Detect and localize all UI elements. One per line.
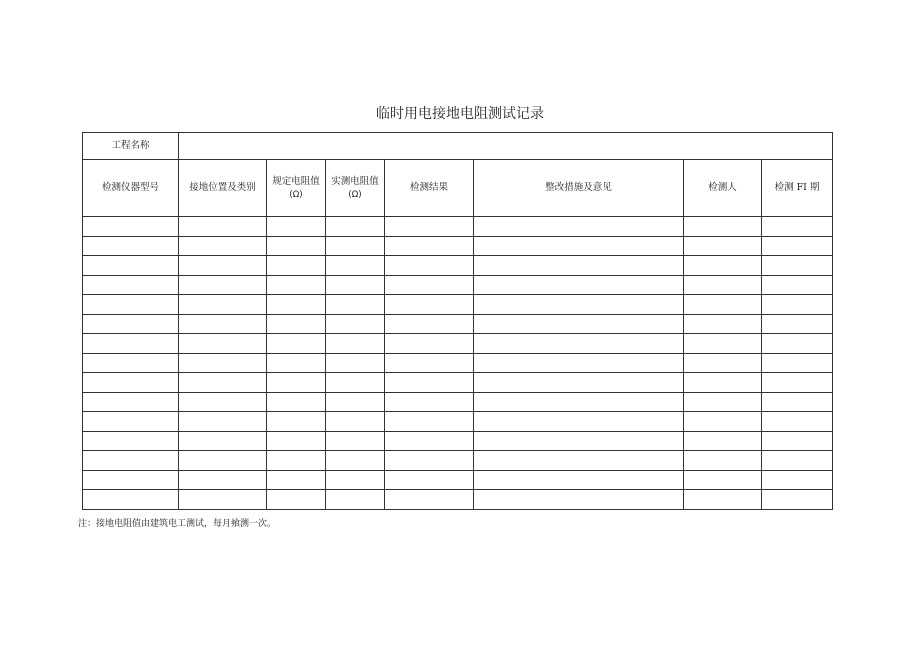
table-cell[interactable]: [474, 275, 684, 295]
table-cell[interactable]: [762, 275, 833, 295]
table-cell[interactable]: [385, 217, 474, 237]
form-title: 临时用电接地电阻测试记录: [376, 106, 544, 122]
table-cell[interactable]: [267, 314, 326, 334]
table-cell[interactable]: [684, 295, 762, 315]
table-cell[interactable]: [326, 334, 385, 354]
table-cell[interactable]: [762, 490, 833, 510]
table-cell[interactable]: [179, 451, 267, 471]
table-cell[interactable]: [385, 490, 474, 510]
table-cell[interactable]: [83, 392, 179, 412]
table-row: [83, 314, 833, 334]
table-cell[interactable]: [474, 295, 684, 315]
table-cell[interactable]: [267, 490, 326, 510]
header-instrument: 检测仪器型号: [83, 160, 179, 217]
table-cell[interactable]: [385, 353, 474, 373]
table-cell[interactable]: [83, 334, 179, 354]
table-cell[interactable]: [179, 314, 267, 334]
table-cell[interactable]: [385, 275, 474, 295]
table-cell[interactable]: [684, 490, 762, 510]
header-location: 接地位置及类别: [179, 160, 267, 217]
table-row: [83, 392, 833, 412]
table-cell[interactable]: [385, 373, 474, 393]
table-row: [83, 353, 833, 373]
header-specified-resistance: [267, 160, 326, 217]
table-cell[interactable]: [326, 490, 385, 510]
table-cell[interactable]: [83, 373, 179, 393]
header-result: 检测结果: [385, 160, 474, 217]
header-measured-label: 实测电阻值: [331, 175, 379, 187]
table-cell[interactable]: [762, 217, 833, 237]
table-cell[interactable]: [326, 314, 385, 334]
table-cell[interactable]: [326, 236, 385, 256]
table-cell[interactable]: [684, 451, 762, 471]
table-cell[interactable]: [385, 236, 474, 256]
table-cell[interactable]: [326, 373, 385, 393]
table-cell[interactable]: [684, 236, 762, 256]
table-cell[interactable]: [474, 412, 684, 432]
table-cell[interactable]: [83, 295, 179, 315]
table-cell[interactable]: [385, 451, 474, 471]
table-cell[interactable]: [179, 490, 267, 510]
header-date: 检测 FI 期: [762, 160, 833, 217]
table-cell[interactable]: [762, 451, 833, 471]
table-cell[interactable]: [267, 373, 326, 393]
table-cell[interactable]: [267, 295, 326, 315]
table-cell[interactable]: [385, 295, 474, 315]
table-cell[interactable]: [179, 217, 267, 237]
table-cell[interactable]: [762, 256, 833, 276]
table-cell[interactable]: [385, 314, 474, 334]
table-cell[interactable]: [267, 451, 326, 471]
table-cell[interactable]: [684, 256, 762, 276]
table-row: [83, 373, 833, 393]
table-cell[interactable]: [179, 392, 267, 412]
table-cell[interactable]: [83, 256, 179, 276]
table-cell[interactable]: [326, 392, 385, 412]
header-corrective: 整改措施及意见: [474, 160, 684, 217]
table-cell[interactable]: [385, 392, 474, 412]
project-name-row: [83, 133, 833, 160]
table-row: [83, 451, 833, 471]
table-cell[interactable]: [267, 217, 326, 237]
table-cell[interactable]: [179, 295, 267, 315]
table-cell[interactable]: [83, 490, 179, 510]
table-cell[interactable]: [762, 314, 833, 334]
header-measured-unit: (Ω): [348, 189, 362, 200]
table-row: [83, 334, 833, 354]
table-cell[interactable]: [474, 392, 684, 412]
table-cell[interactable]: [474, 236, 684, 256]
table-cell[interactable]: [326, 353, 385, 373]
table-row: [83, 490, 833, 510]
table-row: [83, 236, 833, 256]
table-cell[interactable]: [326, 275, 385, 295]
table-cell[interactable]: [385, 412, 474, 432]
table-cell[interactable]: [385, 470, 474, 490]
table-cell[interactable]: [762, 295, 833, 315]
table-row: [83, 431, 833, 451]
table-cell[interactable]: [684, 275, 762, 295]
table-cell[interactable]: [684, 431, 762, 451]
table-cell[interactable]: [474, 470, 684, 490]
table-cell[interactable]: [267, 353, 326, 373]
table-cell[interactable]: [762, 334, 833, 354]
table-cell[interactable]: [684, 334, 762, 354]
table-cell[interactable]: [684, 470, 762, 490]
table-row: [83, 217, 833, 237]
table-cell[interactable]: [267, 431, 326, 451]
table-cell[interactable]: [762, 236, 833, 256]
table-row: [83, 275, 833, 295]
table-cell[interactable]: [83, 470, 179, 490]
footnote: 注：接地电阻值由建筑电工测试，每月飨测一次。: [78, 519, 277, 529]
project-name-field[interactable]: [179, 133, 833, 160]
table-cell[interactable]: [684, 392, 762, 412]
table-cell[interactable]: [684, 373, 762, 393]
table-cell[interactable]: [762, 412, 833, 432]
table-cell[interactable]: [179, 256, 267, 276]
table-cell[interactable]: [179, 470, 267, 490]
table-cell[interactable]: [83, 275, 179, 295]
table-cell[interactable]: [267, 236, 326, 256]
table-cell[interactable]: [267, 256, 326, 276]
table-cell[interactable]: [179, 236, 267, 256]
table-cell[interactable]: [762, 392, 833, 412]
table-cell[interactable]: [326, 470, 385, 490]
table-cell[interactable]: [474, 334, 684, 354]
table-cell[interactable]: [474, 431, 684, 451]
table-cell[interactable]: [83, 353, 179, 373]
table-cell[interactable]: [267, 412, 326, 432]
table-cell[interactable]: [326, 217, 385, 237]
table-row: [83, 295, 833, 315]
table-cell[interactable]: [326, 412, 385, 432]
table-cell[interactable]: [684, 353, 762, 373]
table-cell[interactable]: [385, 334, 474, 354]
test-record-table: [82, 132, 833, 510]
table-cell[interactable]: [474, 373, 684, 393]
table-cell[interactable]: [83, 314, 179, 334]
table-cell[interactable]: [474, 451, 684, 471]
table-cell[interactable]: [762, 373, 833, 393]
table-cell[interactable]: [179, 431, 267, 451]
table-cell[interactable]: [267, 470, 326, 490]
header-measured-resistance: [326, 160, 385, 217]
table-cell[interactable]: [179, 275, 267, 295]
header-row: [83, 160, 833, 217]
header-specified-unit: (Ω): [289, 189, 303, 200]
header-specified-label: 规定电阻值: [272, 175, 320, 187]
table-row: [83, 256, 833, 276]
table-cell[interactable]: [83, 412, 179, 432]
table-cell[interactable]: [83, 217, 179, 237]
table-cell[interactable]: [179, 353, 267, 373]
table-cell[interactable]: [267, 392, 326, 412]
project-name-label: 工程名称: [83, 133, 179, 160]
table-cell[interactable]: [474, 490, 684, 510]
table-cell[interactable]: [326, 256, 385, 276]
table-cell[interactable]: [83, 451, 179, 471]
table-row: [83, 412, 833, 432]
table-cell[interactable]: [326, 431, 385, 451]
table-cell[interactable]: [326, 451, 385, 471]
table-cell[interactable]: [179, 412, 267, 432]
table-cell[interactable]: [385, 431, 474, 451]
table-cell[interactable]: [474, 256, 684, 276]
table-cell[interactable]: [83, 431, 179, 451]
table-cell[interactable]: [684, 314, 762, 334]
table-cell[interactable]: [267, 334, 326, 354]
table-cell[interactable]: [179, 334, 267, 354]
table-cell[interactable]: [83, 236, 179, 256]
table-cell[interactable]: [474, 217, 684, 237]
table-cell[interactable]: [385, 256, 474, 276]
table-cell[interactable]: [267, 275, 326, 295]
table-cell[interactable]: [474, 314, 684, 334]
table-cell[interactable]: [762, 353, 833, 373]
header-inspector: 检测人: [684, 160, 762, 217]
table-cell[interactable]: [179, 373, 267, 393]
table-cell[interactable]: [326, 295, 385, 315]
table-cell[interactable]: [474, 353, 684, 373]
table-cell[interactable]: [684, 217, 762, 237]
table-cell[interactable]: [762, 431, 833, 451]
table-cell[interactable]: [762, 470, 833, 490]
table-row: [83, 470, 833, 490]
table-cell[interactable]: [684, 412, 762, 432]
